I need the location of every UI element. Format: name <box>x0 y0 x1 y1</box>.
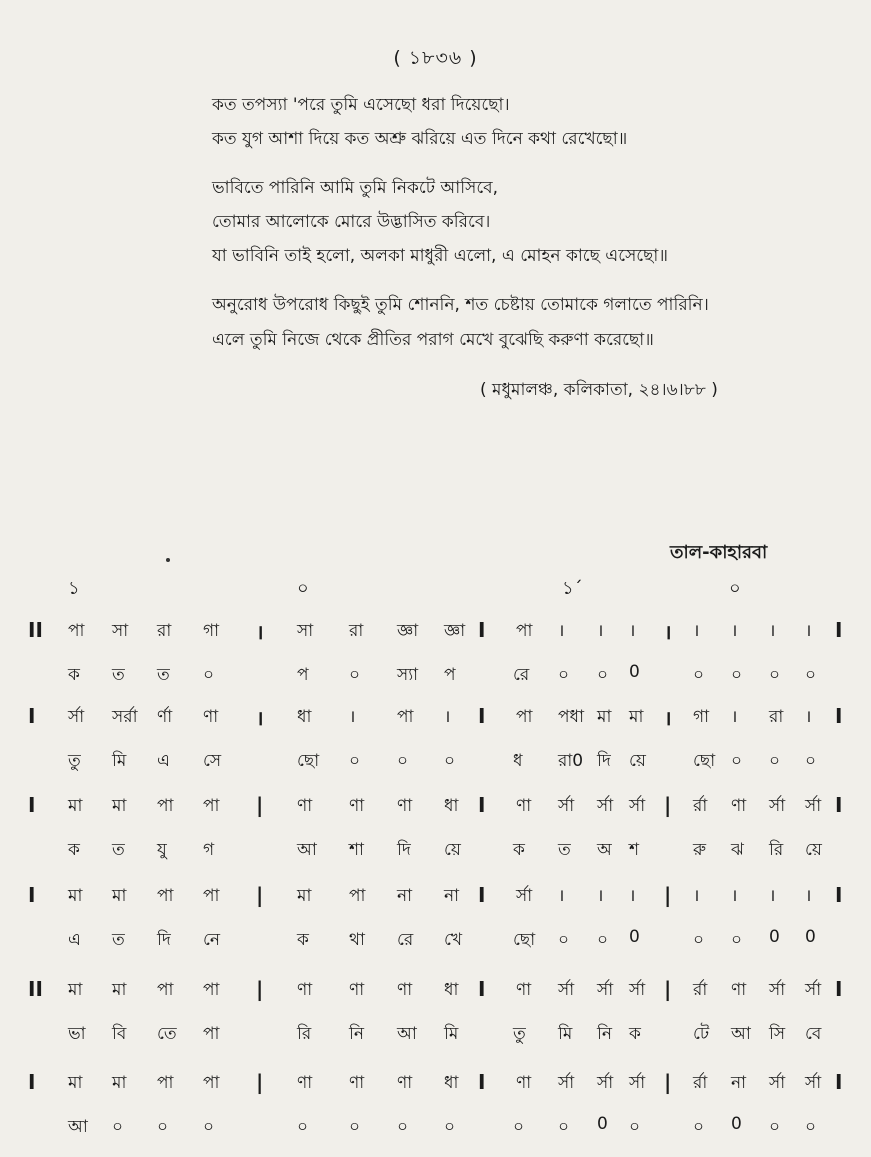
lyric-syllable: ০ <box>597 665 609 685</box>
lyric-syllable: এ <box>68 930 81 950</box>
notation-lyric-row <box>0 1114 871 1148</box>
swara-note: র্সা <box>516 886 533 906</box>
swara-note: । <box>805 621 812 641</box>
lyric-syllable: ০ <box>349 751 361 771</box>
swara-note: মা <box>68 886 83 906</box>
bar-line: I <box>478 1070 486 1094</box>
lyric-syllable: ধ <box>513 751 523 771</box>
lyric-syllable: য়ে <box>629 751 646 771</box>
swara-note: পা <box>157 980 174 1000</box>
bar-line: I <box>835 977 843 1001</box>
lyric-syllable: রু <box>693 840 707 860</box>
swara-note: র্সা <box>558 1073 575 1093</box>
lyric-syllable: 0 <box>629 662 640 682</box>
swara-note: মা <box>112 980 127 1000</box>
lyric-syllable: প <box>297 665 309 685</box>
lyric-syllable: ০ <box>769 751 781 771</box>
notation-swara-row <box>0 1070 871 1104</box>
lyric-syllable: শা <box>349 840 364 860</box>
swara-note: র্সা <box>558 980 575 1000</box>
lyric-syllable: ০ <box>112 1117 124 1137</box>
swara-note: র্ণা <box>157 707 173 727</box>
lyric-syllable: নি <box>349 1024 365 1044</box>
swara-note: মা <box>112 886 127 906</box>
lyric-syllable: ০ <box>769 1117 781 1137</box>
swara-note: র্সা <box>629 980 646 1000</box>
bar-line: I <box>28 704 36 728</box>
lyric-syllable: ০ <box>769 665 781 685</box>
swara-note: । <box>597 621 604 641</box>
taal-mark: ১´ <box>562 578 583 599</box>
swara-note: পা <box>203 886 220 906</box>
swara-note: রা <box>769 707 784 727</box>
swara-note: র্সা <box>805 980 822 1000</box>
lyric-syllable: তে <box>157 1024 177 1044</box>
lyric-syllable: ক <box>68 840 80 860</box>
swara-note: র্সা <box>597 980 614 1000</box>
swara-note: মা <box>112 1073 127 1093</box>
lyric-syllable: য়ে <box>805 840 822 860</box>
lyric-syllable: আ <box>397 1024 417 1044</box>
swara-note: পা <box>203 796 220 816</box>
swara-note: । <box>731 707 738 727</box>
lyric-syllable: ক <box>629 1024 641 1044</box>
swara-note: সর্রা <box>112 707 138 727</box>
lyric-syllable: টে <box>693 1024 710 1044</box>
swara-note: পা <box>349 886 366 906</box>
swara-note: র্সা <box>769 1073 786 1093</box>
bar-line: I <box>28 883 36 907</box>
bar-line: I <box>478 883 486 907</box>
swara-note: । <box>805 707 812 727</box>
ink-dot <box>166 558 170 562</box>
swara-note: । <box>693 621 700 641</box>
lyric-syllable: সি <box>769 1024 786 1044</box>
swara-note: গা <box>693 707 710 727</box>
swara-note: । <box>629 621 636 641</box>
lyric-line: যা ভাবিনি তাই হলো, অলকা মাধুরী এলো, এ মোহন কাছে এসেছো॥ <box>212 246 668 266</box>
notation-swara-row <box>0 977 871 1011</box>
swara-note: ণা <box>297 796 313 816</box>
bar-line: | <box>664 883 672 907</box>
lyric-syllable: গ <box>203 840 215 860</box>
lyric-syllable: খে <box>444 930 463 950</box>
lyric-syllable: স্যা <box>397 665 419 685</box>
bar-line: I <box>835 1070 843 1094</box>
notation-lyric-row <box>0 927 871 961</box>
swara-note: পা <box>68 621 85 641</box>
swara-note: ণা <box>203 707 219 727</box>
lyric-syllable: ০ <box>805 665 817 685</box>
swara-note: র্রা <box>693 980 708 1000</box>
notation-swara-row <box>0 793 871 827</box>
swara-note: ণা <box>397 1073 413 1093</box>
lyric-syllable: 0 <box>731 1114 742 1134</box>
bar-line: I <box>478 618 486 642</box>
lyric-syllable: মি <box>444 1024 459 1044</box>
swara-note: মা <box>68 1073 83 1093</box>
bar-line: I <box>835 793 843 817</box>
swara-note: র্রা <box>693 796 708 816</box>
lyric-syllable: দি <box>157 930 171 950</box>
swara-note: মা <box>68 980 83 1000</box>
bar-line: | <box>256 883 264 907</box>
swara-note: পা <box>203 980 220 1000</box>
swara-note: র্সা <box>769 796 786 816</box>
bar-line: | <box>256 977 264 1001</box>
swara-note: ধা <box>444 796 459 816</box>
swara-note: সা <box>112 621 129 641</box>
swara-note: পা <box>397 707 414 727</box>
swara-note: ণা <box>397 980 413 1000</box>
lyric-syllable: 0 <box>769 927 780 947</box>
lyric-syllable: ০ <box>397 751 409 771</box>
swara-note: র্সা <box>597 1073 614 1093</box>
lyric-syllable: ০ <box>397 1117 409 1137</box>
lyric-syllable: তু <box>513 1024 526 1044</box>
swara-note: ণা <box>297 1073 313 1093</box>
lyric-syllable: ত <box>558 840 571 860</box>
lyric-syllable: ছো <box>297 751 320 771</box>
swara-note: জ্ঞা <box>444 621 466 641</box>
swara-note: মা <box>629 707 644 727</box>
swara-note: গা <box>203 621 220 641</box>
bar-line: I <box>835 618 843 642</box>
lyric-syllable: ঝ <box>731 840 744 860</box>
lyric-syllable: ০ <box>297 1117 309 1137</box>
lyric-syllable: ০ <box>731 665 743 685</box>
swara-note: ধা <box>444 1073 459 1093</box>
swara-note: পা <box>516 707 533 727</box>
swara-note: না <box>731 1073 747 1093</box>
lyric-syllable: 0 <box>629 927 640 947</box>
taal-mark: ১ <box>68 578 80 599</box>
swara-note: । <box>769 621 776 641</box>
lyric-syllable: এ <box>157 751 170 771</box>
lyric-syllable: থা <box>349 930 365 950</box>
lyric-syllable: মি <box>558 1024 573 1044</box>
swara-note: । <box>629 886 636 906</box>
swara-note: পা <box>157 796 174 816</box>
lyric-syllable: 0 <box>805 927 816 947</box>
lyric-syllable: ০ <box>629 1117 641 1137</box>
lyric-line: তোমার আলোকে মোরে উদ্ভাসিত করিবে। <box>212 212 491 232</box>
swara-note: ণা <box>516 796 532 816</box>
lyric-syllable: প <box>444 665 456 685</box>
lyric-syllable: ০ <box>513 1117 525 1137</box>
bar-line: I <box>835 704 843 728</box>
lyric-syllable: নি <box>597 1024 613 1044</box>
lyric-syllable: রি <box>769 840 784 860</box>
lyric-line: কত তপস্যা 'পরে তুমি এসেছো ধরা দিয়েছো। <box>212 95 510 115</box>
bar-line: | <box>664 1070 672 1094</box>
swara-note: মা <box>112 796 127 816</box>
swara-note: মা <box>297 886 312 906</box>
swara-note: । <box>731 621 738 641</box>
lyric-line: অনুরোধ উপরোধ কিছুই তুমি শোননি, শত চেষ্টায় তোমাকে গলাতে পারিনি। <box>212 295 709 315</box>
swara-note: ণা <box>349 1073 365 1093</box>
swara-note: র্সা <box>629 796 646 816</box>
notation-swara-row <box>0 883 871 917</box>
bar-line: I <box>28 793 36 817</box>
lyric-syllable: রা0 <box>558 751 584 771</box>
lyric-line: এলে তুমি নিজে থেকে প্রীতির পরাগ মেখে বুঝেছি করুণা করেছো॥ <box>212 330 654 350</box>
swara-note: । <box>805 886 812 906</box>
lyric-syllable: ত <box>157 665 170 685</box>
swara-note: পা <box>516 621 533 641</box>
lyric-syllable: রে <box>397 930 414 950</box>
swara-note: মা <box>597 707 612 727</box>
lyric-syllable: শ <box>629 840 640 860</box>
lyric-syllable: ০ <box>805 1117 817 1137</box>
notation-lyric-row <box>0 1021 871 1055</box>
notation-swara-row <box>0 618 871 652</box>
swara-note: । <box>558 621 565 641</box>
swara-note: র্সা <box>597 796 614 816</box>
lyric-syllable: ক <box>68 665 80 685</box>
lyric-syllable: বে <box>805 1024 822 1044</box>
lyric-syllable: ত <box>112 930 125 950</box>
lyric-syllable: ০ <box>693 665 705 685</box>
lyric-syllable: সে <box>203 751 222 771</box>
swara-note: সা <box>297 621 314 641</box>
swara-note: র্সা <box>805 1073 822 1093</box>
lyric-syllable: ০ <box>349 1117 361 1137</box>
bar-line: I <box>478 977 486 1001</box>
swara-note: । <box>597 886 604 906</box>
notation-lyric-row <box>0 662 871 696</box>
lyric-syllable: আ <box>731 1024 751 1044</box>
lyric-syllable: ০ <box>157 1117 169 1137</box>
taal-label: তাল-কাহারবা <box>670 542 768 563</box>
swara-note: । <box>693 886 700 906</box>
notation-swara-row <box>0 704 871 738</box>
swara-note: ণা <box>297 980 313 1000</box>
bar-line: II <box>28 618 43 642</box>
swara-note: । <box>444 707 451 727</box>
lyric-syllable: ত <box>112 840 125 860</box>
lyric-syllable: ০ <box>558 930 570 950</box>
lyric-syllable: ০ <box>558 665 570 685</box>
lyric-syllable: ত <box>112 665 125 685</box>
lyric-syllable: মি <box>112 751 127 771</box>
lyric-syllable: রে <box>513 665 530 685</box>
swara-note: ণা <box>516 1073 532 1093</box>
lyric-syllable: ভা <box>68 1024 86 1044</box>
lyric-syllable: আ <box>297 840 317 860</box>
bar-line: | <box>256 793 264 817</box>
swara-note: ণা <box>731 980 747 1000</box>
lyric-syllable: য়ে <box>444 840 461 860</box>
swara-note: রা <box>349 621 364 641</box>
swara-note: । <box>349 707 356 727</box>
bar-line: । <box>664 706 672 730</box>
swara-note: ণা <box>516 980 532 1000</box>
swara-note: না <box>444 886 460 906</box>
lyric-syllable: ০ <box>558 1117 570 1137</box>
bar-line: | <box>256 1070 264 1094</box>
lyric-syllable: বি <box>112 1024 127 1044</box>
lyric-syllable: পা <box>203 1024 220 1044</box>
taal-mark: ০ <box>297 578 309 599</box>
swara-note: ণা <box>349 980 365 1000</box>
swara-note: পা <box>157 1073 174 1093</box>
lyric-syllable: ০ <box>203 665 215 685</box>
bar-line: | <box>664 977 672 1001</box>
notation-lyric-row <box>0 837 871 871</box>
swara-note: ধা <box>297 707 312 727</box>
swara-note: মা <box>68 796 83 816</box>
swara-note: র্সা <box>629 1073 646 1093</box>
swara-note: । <box>558 886 565 906</box>
bar-line: । <box>664 620 672 644</box>
swara-note: ণা <box>397 796 413 816</box>
lyric-syllable: ক <box>297 930 309 950</box>
swara-note: ণা <box>349 796 365 816</box>
lyric-syllable: তু <box>68 751 81 771</box>
swara-note: পধা <box>558 707 584 727</box>
lyric-syllable: রি <box>297 1024 312 1044</box>
lyric-syllable: ০ <box>597 930 609 950</box>
swara-note: র্সা <box>805 796 822 816</box>
swara-note: পা <box>157 886 174 906</box>
lyric-syllable: অ <box>597 840 612 860</box>
bar-line: I <box>835 883 843 907</box>
bar-line: I <box>478 704 486 728</box>
lyric-syllable: যু <box>157 840 167 860</box>
bar-line: । <box>256 620 264 644</box>
lyric-syllable: ক <box>513 840 525 860</box>
swara-note: । <box>769 886 776 906</box>
swara-note: র্সা <box>769 980 786 1000</box>
swara-note: না <box>397 886 413 906</box>
lyric-syllable: 0 <box>597 1114 608 1134</box>
lyric-syllable: ০ <box>731 930 743 950</box>
source-citation: ( মধুমালঞ্চ, কলিকাতা, ২৪।৬।৮৮ ) <box>480 380 718 400</box>
taal-mark: ০ <box>729 578 741 599</box>
lyric-syllable: ০ <box>731 751 743 771</box>
lyric-syllable: দি <box>597 751 611 771</box>
lyric-syllable: ০ <box>693 1117 705 1137</box>
swara-note: পা <box>203 1073 220 1093</box>
lyric-line: ভাবিতে পারিনি আমি তুমি নিকটে আসিবে, <box>212 178 499 198</box>
lyric-syllable: ০ <box>444 751 456 771</box>
swara-note: র্সা <box>68 707 85 727</box>
lyric-syllable: ছো <box>693 751 716 771</box>
swara-note: ধা <box>444 980 459 1000</box>
notation-lyric-row <box>0 748 871 782</box>
bar-line: I <box>28 1070 36 1094</box>
lyric-syllable: ০ <box>349 665 361 685</box>
swara-note: । <box>731 886 738 906</box>
bar-line: II <box>28 977 43 1001</box>
lyric-syllable: নে <box>203 930 221 950</box>
lyric-syllable: ছো <box>513 930 536 950</box>
lyric-syllable: ০ <box>805 751 817 771</box>
page-number: ( ১৮৩৬ ) <box>393 47 478 69</box>
swara-note: জ্ঞা <box>397 621 419 641</box>
lyric-line: কত যুগ আশা দিয়ে কত অশ্রু ঝরিয়ে এত দিনে কথা রেখেছো॥ <box>212 129 628 149</box>
lyric-syllable: ০ <box>693 930 705 950</box>
lyric-syllable: আ <box>68 1117 88 1137</box>
swara-note: র্রা <box>693 1073 708 1093</box>
lyric-syllable: ০ <box>203 1117 215 1137</box>
swara-note: র্সা <box>558 796 575 816</box>
swara-note: রা <box>157 621 172 641</box>
lyric-syllable: ০ <box>444 1117 456 1137</box>
bar-line: । <box>256 706 264 730</box>
bar-line: I <box>478 793 486 817</box>
swara-note: ণা <box>731 796 747 816</box>
lyric-syllable: দি <box>397 840 411 860</box>
bar-line: | <box>664 793 672 817</box>
